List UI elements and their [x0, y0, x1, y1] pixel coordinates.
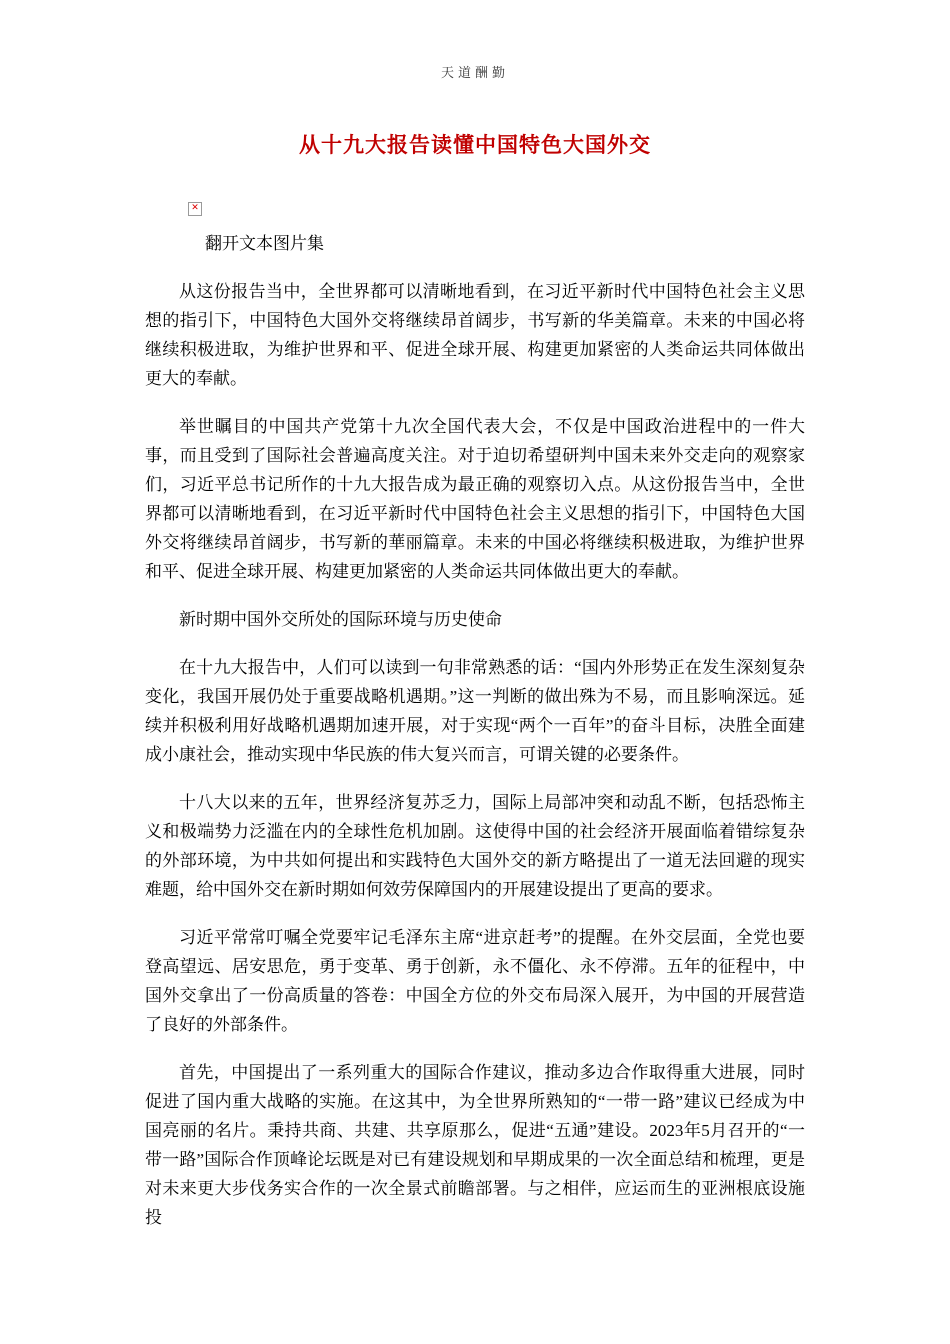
- broken-image-icon: [188, 202, 202, 216]
- paragraph: 十八大以来的五年，世界经济复苏乏力，国际上局部冲突和动乱不断，包括恐怖主义和极端势力泛滥在内的全球性危机加剧。这使得中国的社会经济开展面临着错综复杂的外部环境，为中共如何提出和实践特色大国外交的新方略提出了一道无法回避的现实难题，给中国外交在新时期如何效劳保障国内的开展建设提出了更高的要求。: [145, 793, 805, 899]
- image-caption: 翻开文本图片集: [205, 234, 324, 253]
- paragraph: 习近平常常叮嘱全党要牢记毛泽东主席“进京赶考”的提醒。在外交层面，全党也要登高望远、居安思危，勇于变革、勇于创新，永不僵化、永不停滞。五年的征程中，中国外交拿出了一份高质量的答卷：中国全方位的外交布局深入展开，为中国的开展营造了良好的外部条件。: [145, 928, 805, 1034]
- paragraph: 首先，中国提出了一系列重大的国际合作建议，推动多边合作取得重大进展，同时促进了国内重大战略的实施。在这其中，为全世界所熟知的“一带一路”建议已经成为中国亮丽的名片。秉持共商、共建、共享原那么，促进“五通”建设。2023年5月召开的“一带一路”国际合作顶峰论坛既是对已有建设规划和早期成果的一次全面总结和梳理，更是对未来更大步伐务实合作的一次全景式前瞻部署。与之相伴，应运而生的亚洲根底设施投: [145, 1063, 805, 1227]
- page-title: 从十九大报告读懂中国特色大国外交: [299, 133, 651, 157]
- paragraph: 新时期中国外交所处的国际环境与历史使命: [179, 610, 502, 629]
- paragraph: 在十九大报告中，人们可以读到一句非常熟悉的话：“国内外形势正在发生深刻复杂变化，我国开展仍处于重要战略机遇期。”这一判断的做出殊为不易，而且影响深远。延续并积极利用好战略机遇期加速开展，对于实现“两个一百年”的奋斗目标，决胜全面建成小康社会，推动实现中华民族的伟大复兴而言，可谓关键的必要条件。: [145, 658, 805, 764]
- red-x-glyph: ✕: [191, 203, 199, 213]
- paragraph: 举世瞩目的中国共产党第十九次全国代表大会，不仅是中国政治进程中的一件大事，而且受到了国际社会普遍高度关注。对于迫切希望研判中国未来外交走向的观察家们，习近平总书记所作的十九大报告成为最正确的观察切入点。从这份报告当中，全世界都可以清晰地看到，在习近平新时代中国特色社会主义思想的指引下，中国特色大国外交将继续昂首阔步，书写新的華丽篇章。未来的中国必将继续积极进取，为维护世界和平、促进全球开展、构建更加紧密的人类命运共同体做出更大的奉献。: [145, 417, 805, 581]
- broken-image-row: [188, 197, 805, 213]
- paragraph: 从这份报告当中，全世界都可以清晰地看到，在习近平新时代中国特色社会主义思想的指引下，中国特色大国外交将继续昂首阔步，书写新的华美篇章。未来的中国必将继续积极进取，为维护世界和平、促进全球开展、构建更加紧密的人类命运共同体做出更大的奉献。: [145, 282, 805, 388]
- article-body: [145, 277, 805, 1232]
- document-header: 天道酬勤: [440, 65, 509, 80]
